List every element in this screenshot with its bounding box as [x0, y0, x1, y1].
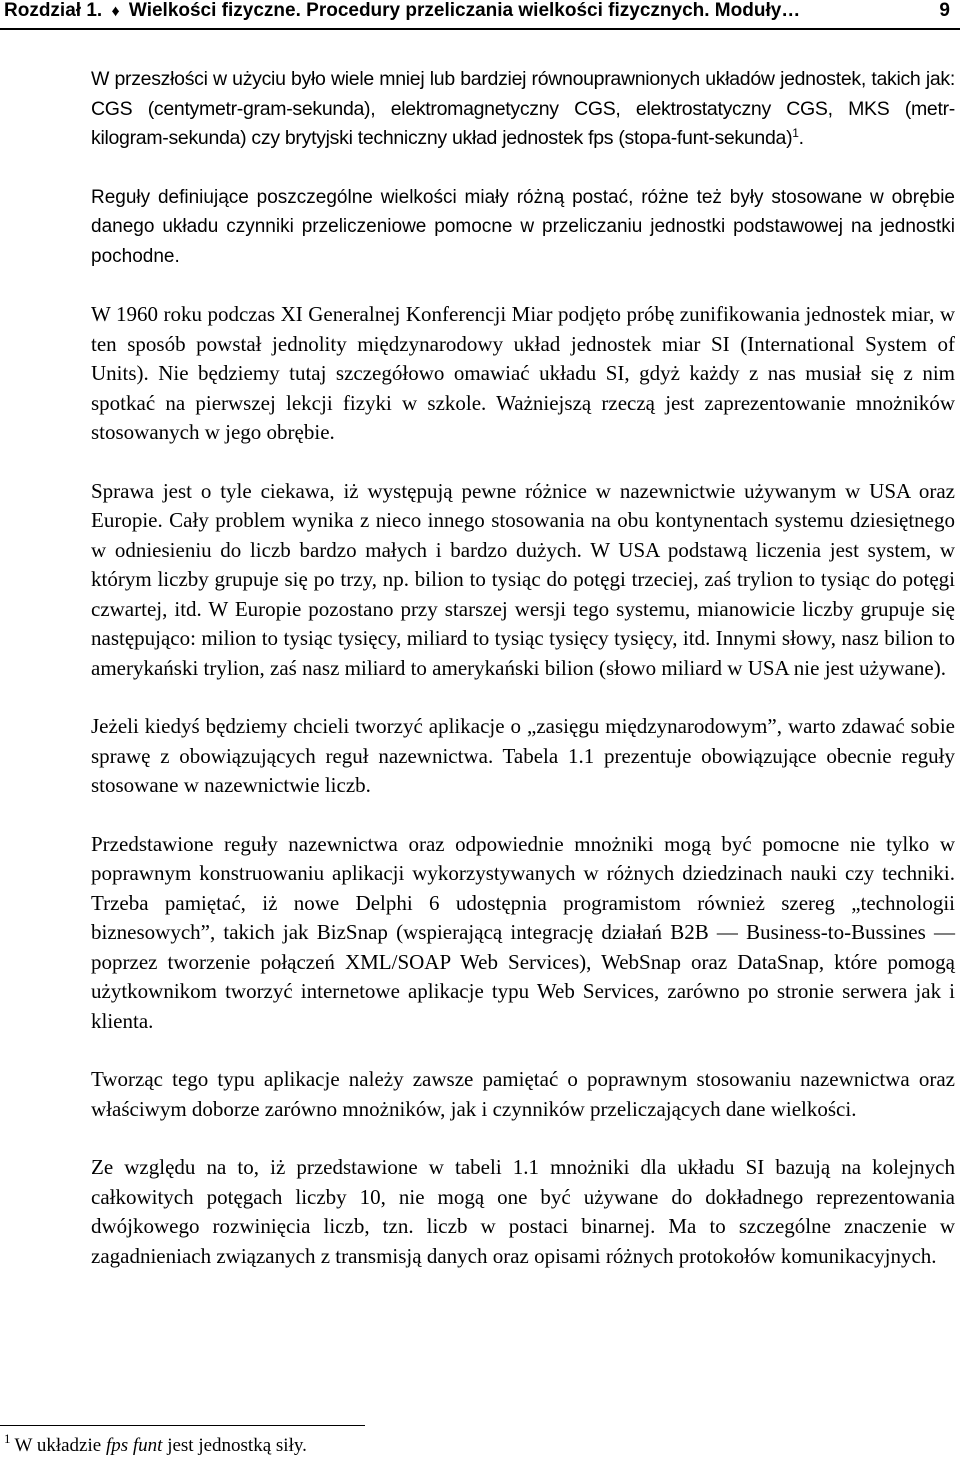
paragraph-1-text: W przeszłości w użyciu było wiele mniej lub bardziej równouprawnionych układów jednostek, takich jak: CGS (centymetr-gram-sekunda), elektromagnetyczny CGS, elektrostatyczny CGS, MKS (metr-kilogram-sekunda) czy brytyjski techniczny układ jednostek fps (stopa-funt-sekunda) — [91, 68, 955, 149]
footnote-text-before: W układzie — [14, 1435, 102, 1456]
header-divider — [0, 28, 960, 30]
header-title-line — [4, 0, 800, 22]
paragraph-5: Jeżeli kiedyś będziemy chcieli tworzyć aplikacje o „zasięgu międzynarodowym”, warto zdawać sobie sprawę z obowiązujących reguł nazewnictwa. Tabela 1.1 prezentuje obowiązujące obecnie reguły stosowane w nazewnictwie liczb. — [91, 714, 955, 797]
paragraph-4: Sprawa jest o tyle ciekawa, iż występują pewne różnice w nazewnictwie używanym w USA oraz Europie. Cały problem wynika z nieco innego stosowania na obu kontynentach systemu dziesiętnego w odniesieniu do liczb bardzo małych i bardzo dużych. W USA podstawą liczenia jest system, w którym liczby grupuje się po trzy, np. bilion to tysiąc do potęgi trzeciej, zaś trylion to tysiąc do potęgi czwartej, itd. W Europie pozostano przy starszej wersji tego systemu, mianowicie liczby grupuje się następująco: milion to tysiąc tysięcy, miliard to tysiąc tysięcy tysięcy, itd. Innymi słowy, nasz bilion to amerykański trylion, zaś nasz miliard to amerykański bilion (słowo miliard w USA nie jest używane). — [91, 478, 955, 680]
paragraph-3: W 1960 roku podczas XI Generalnej Konferencji Miar podjęto próbę zunifikowania jednostek miar, w ten sposób powstał jednolity międzynarodowy układ jednostek miar SI (International System of Units). Nie będziemy tutaj szczegółowo omawiać układu SI, gdyż każdy z nas musiał się z nim spotkać na pierwszej lekcji fizyki w szkole. Ważniejszą rzeczą jest zaprezentowanie mnożników stosowanych w jego obrębie. — [91, 302, 955, 444]
paragraph-2: Reguły definiujące poszczególne wielkości miały różną postać, różne też były stosowane w obrębie danego układu czynniki przeliczeniowe pomocne w przeliczaniu jednostki podstawowej na jednostki pochodne. — [91, 186, 955, 267]
main-text — [91, 65, 955, 1271]
footnote-mark: 1 — [4, 1431, 11, 1446]
footnote-reference: 1 — [792, 126, 799, 140]
page-number: 9 — [939, 0, 950, 21]
paragraph-1-tail: . — [798, 127, 804, 149]
footnote-emphasis: fps funt — [105, 1435, 163, 1456]
paragraph-1 — [91, 65, 955, 154]
paragraph-7: Tworząc tego typu aplikacje należy zawsze pamiętać o poprawnym stosowaniu nazewnictwa oraz właściwym doborze zarówno mnożników, jak i czynników przeliczających dane wielkości. — [91, 1067, 955, 1121]
paragraph-8: Ze względu na to, iż przedstawione w tabeli 1.1 mnożniki dla układu SI bazują na kolejnych całkowitych potęgach liczby 10, nie mogą one być używane do dokładnego reprezentowania dwójkowego rozwinięcia liczb, tzn. liczb w postaci binarnej. Ma to szczególne znaczenie w zagadnieniach związanych z transmisją danych oraz opisami różnych protokołów komunikacyjnych. — [91, 1155, 955, 1268]
header-title: Wielkości fizyczne. Procedury przeliczania wielkości fizycznych. Moduły… — [128, 0, 801, 21]
running-header — [0, 0, 960, 32]
footnote — [4, 1431, 307, 1457]
footnote-divider — [0, 1425, 365, 1426]
footnote-text-after: jest jednostką siły. — [167, 1435, 307, 1456]
chapter-label: Rozdział 1. — [4, 0, 103, 21]
paragraph-6: Przedstawione reguły nazewnictwa oraz odpowiednie mnożniki mogą być pomocne nie tylko w poprawnym konstruowaniu aplikacji wykorzystywanych w różnych dziedzinach nauki czy techniki. Trzeba pamiętać, iż nowe Delphi 6 udostępnia programistom również szereg „technologii biznesowych”, takich jak BizSnap (wspierającą integrację działań B2B — Business-to-Bussines — poprzez tworzenie połączeń XML/SOAP Web Services), WebSnap oraz DataSnap, które pomogą użytkownikom tworzyć internetowe aplikacje typu Web Services, zarówno po stronie serwera jak i klienta. — [91, 831, 955, 1033]
diamond-separator-icon: ♦ — [111, 3, 120, 20]
